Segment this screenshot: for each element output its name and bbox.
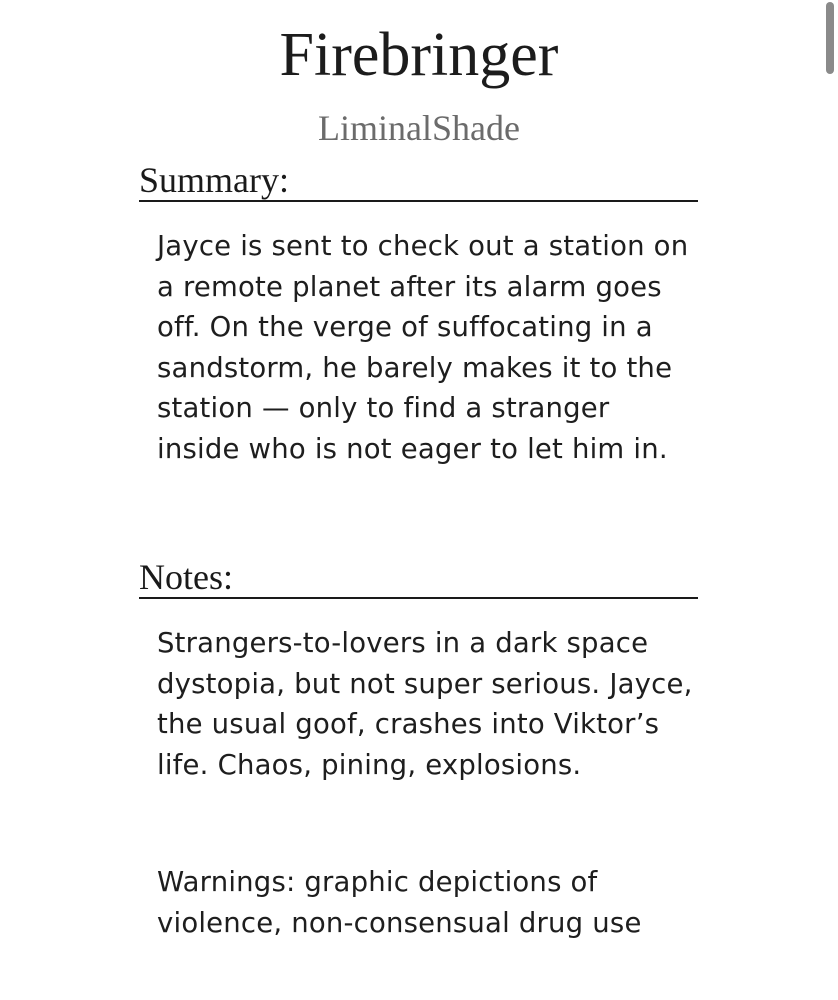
notes-heading bbox=[139, 557, 698, 599]
summary-heading bbox=[139, 160, 698, 202]
vertical-scrollbar[interactable] bbox=[826, 2, 834, 74]
work-title: Firebringer bbox=[279, 21, 559, 89]
notes-heading-label: Notes: bbox=[139, 557, 233, 597]
work-author[interactable]: LiminalShade bbox=[318, 108, 520, 148]
notes-text: Strangers-to-lovers in a dark space dystopia, but not super serious. Jayce, the usual goof, crashes into Viktor’s life. Chaos, pining, explosions. bbox=[157, 627, 693, 781]
summary-heading-label: Summary: bbox=[139, 160, 289, 200]
summary-text: Jayce is sent to check out a station on a remote planet after its alarm goes off. On the verge of suffocating in a sandstorm, he barely makes it to the station — only to find a stranger inside who is not eager to let him in. bbox=[157, 230, 689, 465]
warnings-text: Warnings: graphic depictions of violence, non-consensual drug use bbox=[157, 866, 642, 939]
